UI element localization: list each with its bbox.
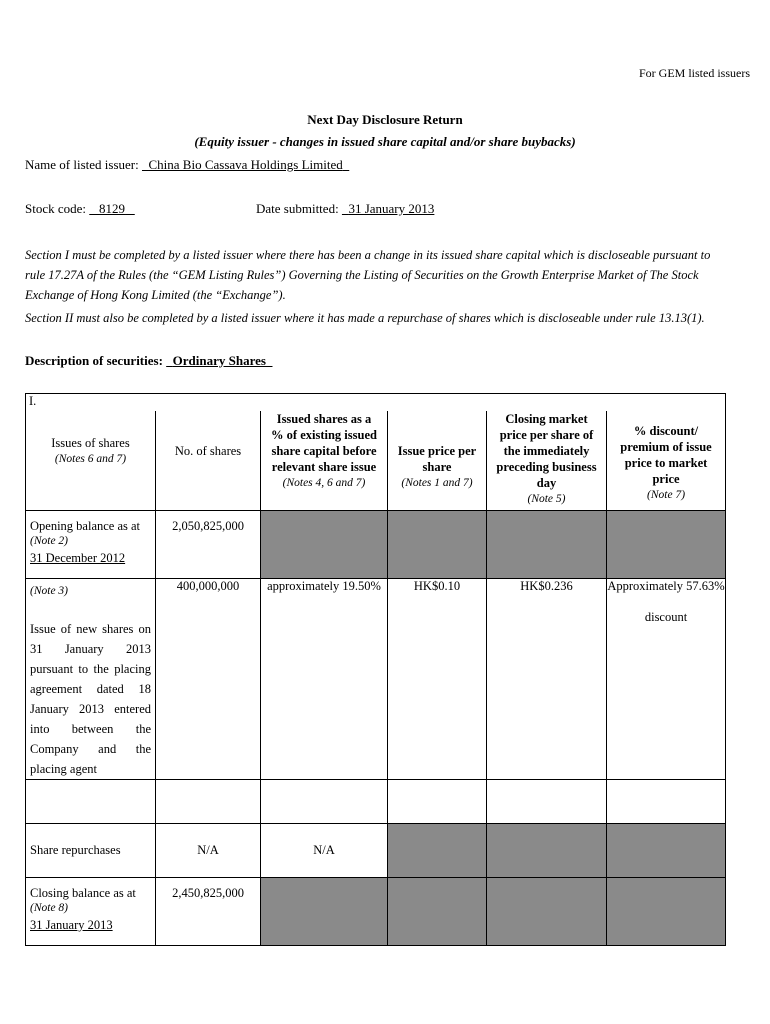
discount-cell: [607, 579, 726, 780]
issue-pct-value: approximately 19.50%: [267, 579, 381, 593]
opening-balance-note: (Note 2): [30, 535, 69, 547]
header-issued-pct: [261, 411, 388, 511]
discount-value: Approximately 57.63%: [607, 579, 725, 593]
date-submitted-label: Date submitted:: [256, 201, 339, 216]
securities-row: [25, 353, 272, 369]
issuer-name-row: [25, 157, 349, 173]
empty-cell: [156, 780, 261, 824]
closing-shaded-cell: [388, 878, 487, 946]
closing-shaded-cell: [607, 878, 726, 946]
opening-balance-date: 31 December 2012: [30, 551, 126, 565]
closing-shaded-cell: [261, 878, 388, 946]
opening-shaded-cell: [388, 511, 487, 579]
section-label: I.: [29, 394, 37, 408]
opening-shares-value: 2,050,825,000: [172, 519, 244, 533]
stock-code-value: 8129: [99, 201, 126, 216]
header-col5-note: (Note 5): [527, 492, 566, 505]
empty-cell: [388, 780, 487, 824]
gem-label: For GEM listed issuers: [639, 66, 750, 80]
closing-shaded-cell: [487, 878, 607, 946]
stock-code-row: [25, 201, 135, 217]
page-subtitle: (Equity issuer - changes in issued share capital and/or share buybacks): [194, 134, 576, 149]
closing-balance-note: (Note 8): [30, 902, 69, 914]
empty-cell: [26, 780, 156, 824]
opening-shaded-cell: [487, 511, 607, 579]
header-discount: [607, 411, 726, 511]
repurchase-shares-value: N/A: [197, 843, 219, 857]
issued-share-capital-table: [25, 393, 726, 946]
repurchase-shaded-cell: [607, 824, 726, 878]
header-issues-of-shares: [26, 411, 156, 511]
empty-cell: [487, 780, 607, 824]
header-col3-label: Issued shares as a % of existing issued share capital before relevant share issue: [271, 411, 377, 474]
repurchase-shaded-cell: [388, 824, 487, 878]
closing-balance-cell: [26, 878, 156, 946]
header-col1-note: (Notes 6 and 7): [54, 452, 127, 465]
header-col4-note: (Notes 1 and 7): [401, 476, 473, 489]
header-closing-price: [487, 411, 607, 511]
opening-shaded-cell: [607, 511, 726, 579]
issue-shares-value: 400,000,000: [176, 579, 240, 593]
stock-code-label: Stock code:: [25, 201, 87, 216]
repurchase-pct-cell: [261, 824, 388, 878]
market-price-value: HK$0.236: [520, 579, 573, 593]
issue-price-cell: [388, 579, 487, 780]
issuer-name-value: China Bio Cassava Holdings Limited: [148, 157, 343, 172]
closing-shares-value: 2,450,825,000: [172, 886, 244, 900]
section1-instructions: Section I must be completed by a listed issuer where there has been a change in its issued share capital which is discloseable pursuant to rule 17.27A of the Rules (the “GEM Listing Rules”) Governing the Listing of Securities on the Growth Enterprise Market of The Stock Exchange of Hong Kong Limited (the “Exchange”).: [25, 248, 711, 302]
issue-shares-cell: [156, 579, 261, 780]
repurchase-label-cell: [26, 824, 156, 878]
header-col6-label: % discount/ premium of issue price to market price: [620, 423, 712, 486]
date-submitted-row: [256, 201, 434, 217]
issue-cell: [26, 579, 156, 780]
closing-balance-label: Closing balance as at: [30, 886, 136, 900]
securities-label: Description of securities:: [25, 353, 163, 368]
securities-value: Ordinary Shares: [172, 353, 266, 368]
closing-balance-date: 31 January 2013: [30, 918, 113, 932]
header-col6-note: (Note 7): [647, 488, 686, 501]
market-price-cell: [487, 579, 607, 780]
issue-note: (Note 3): [30, 585, 69, 597]
opening-shaded-cell: [261, 511, 388, 579]
page-title: Next Day Disclosure Return: [307, 112, 463, 127]
repurchase-shares-cell: [156, 824, 261, 878]
repurchase-label: Share repurchases: [30, 843, 121, 857]
header-col2-label: No. of shares: [174, 443, 242, 458]
issue-description: Issue of new shares on 31 January 2013 pursuant to the placing agreement dated 18 January 2013 entered into between the Company and the placing agent: [30, 622, 151, 776]
repurchase-pct-value: N/A: [313, 843, 335, 857]
section-label-cell: [26, 394, 726, 411]
empty-cell: [607, 780, 726, 824]
opening-balance-cell: [26, 511, 156, 579]
date-submitted-value: 31 January 2013: [348, 201, 435, 216]
issuer-name-label: Name of listed issuer:: [25, 157, 139, 172]
header-col4-label: Issue price per share: [397, 443, 477, 474]
header-col5-label: Closing market price per share of the immediately preceding business day: [496, 411, 597, 490]
section2-instructions: Section II must also be completed by a listed issuer where it has made a repurchase of shares which is discloseable under rule 13.13(1).: [25, 311, 705, 325]
header-issue-price: [388, 411, 487, 511]
closing-shares-cell: [156, 878, 261, 946]
repurchase-shaded-cell: [487, 824, 607, 878]
header-col1-label: Issues of shares: [51, 435, 130, 450]
header-no-of-shares: [156, 411, 261, 511]
empty-cell: [261, 780, 388, 824]
issue-price-value: HK$0.10: [413, 579, 461, 593]
header-col3-note: (Notes 4, 6 and 7): [282, 476, 366, 489]
opening-shares-cell: [156, 511, 261, 579]
opening-balance-label: Opening balance as at: [30, 519, 141, 533]
issue-pct-cell: [261, 579, 388, 780]
discount-word: discount: [644, 610, 688, 624]
